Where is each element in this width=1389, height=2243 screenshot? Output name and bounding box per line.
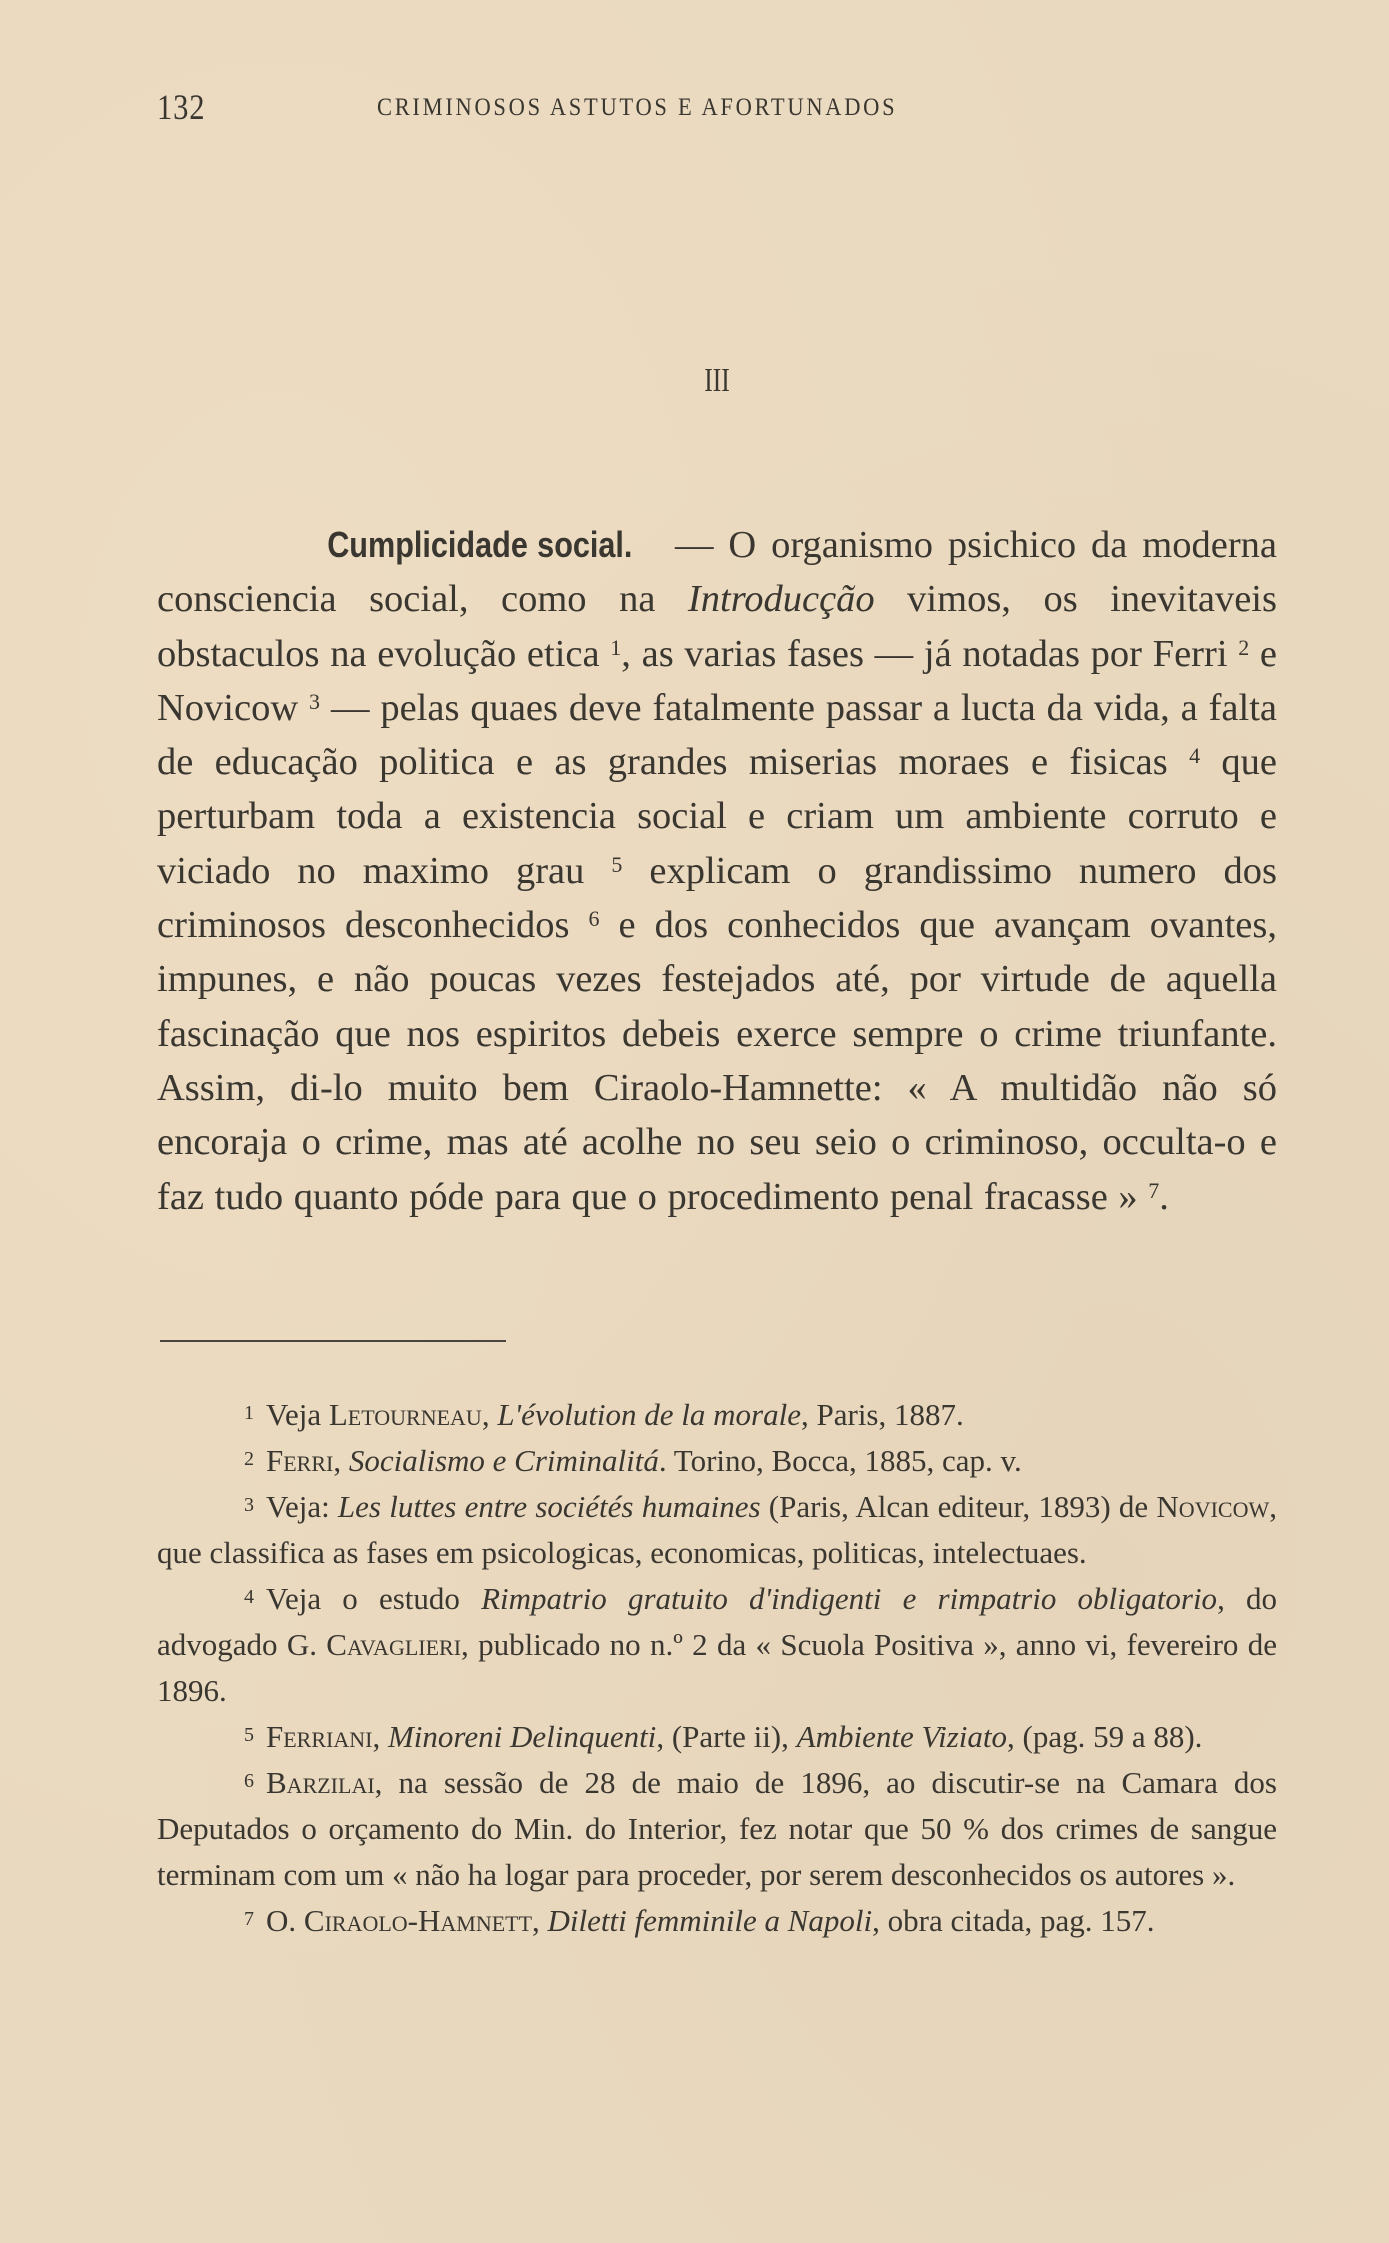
body-paragraph (157, 518, 1277, 1224)
footnote-number: 6 (244, 1770, 254, 1792)
footnote-number: 3 (244, 1494, 254, 1516)
footnote-1 (157, 1392, 1277, 1438)
footnote-author: Novicow (1156, 1489, 1270, 1524)
footnote-7 (157, 1898, 1277, 1944)
footnote-title-italic: Diletti femminile a Napoli (547, 1903, 873, 1938)
body-text-segment: e Novicow (157, 632, 1278, 729)
footnote-5 (157, 1714, 1277, 1760)
footnote-text: (Paris, Alcan editeur, 1893) de (760, 1489, 1157, 1524)
footnote-text: , (532, 1903, 548, 1938)
footnote-author: Ferri (266, 1443, 334, 1478)
footnote-author: Letourneau (328, 1397, 482, 1432)
footnote-text: , (333, 1443, 349, 1478)
footnote-title-italic: Socialismo e Criminalitá (348, 1443, 659, 1478)
footnote-text: , publicado no n.º 2 da « Scuola Positiva », anno vi, fevereiro de 1896. (157, 1627, 1277, 1708)
footnote-ref[interactable]: 1 (610, 634, 622, 660)
footnote-title-italic: Minoreni Delinquenti (387, 1719, 657, 1754)
footnote-number: 2 (244, 1448, 254, 1470)
footnote-text: , (pag. 59 a 88). (1007, 1719, 1203, 1754)
footnote-text: , (372, 1719, 388, 1754)
footnote-author: Cavaglieri (326, 1627, 462, 1662)
footnote-ref[interactable]: 7 (1148, 1177, 1160, 1203)
footnote-text: , obra citada, pag. 157. (872, 1903, 1155, 1938)
body-text-segment: que perturbam toda a existencia social e criam um ambiente corruto e viciado no maximo grau (157, 741, 1277, 892)
footnote-number: 1 (244, 1402, 254, 1424)
footnote-author: Ferriani (266, 1719, 373, 1754)
footnote-text: , na sessão de 28 de maio de 1896, ao discutir-se na Camara dos Deputados o orçamento do Min. do Interior, fez notar que 50 % dos crimes de sangue terminam com um « não ha logar para proceder, por serem desconhecidos os autores ». (157, 1765, 1277, 1892)
footnote-title-italic: Ambiente Viziato (796, 1719, 1007, 1754)
footnote-text: Veja o estudo (266, 1581, 482, 1616)
footnote-text: , Paris, 1887. (801, 1397, 964, 1432)
footnote-text: , do advogado G. (157, 1581, 1277, 1662)
footnote-title-italic: Les luttes entre sociétés humaines (337, 1489, 761, 1524)
footnote-title-italic: L'évolution de la morale (497, 1397, 801, 1432)
footnote-text: Veja (266, 1397, 329, 1432)
footnote-title-italic: Rimpatrio gratuito d'indigenti e rimpatrio obligatorio (481, 1581, 1218, 1616)
page-number: 132 (157, 87, 206, 127)
footnote-4 (157, 1576, 1277, 1714)
footnote-number: 4 (244, 1586, 254, 1608)
footnote-author: Barzilai (266, 1765, 375, 1800)
footnote-number: 7 (244, 1908, 254, 1930)
body-text-segment: vimos, os inevitaveis obstaculos na evolução etica (157, 578, 1277, 675)
footnotes (157, 1392, 1277, 1944)
running-title: CRIMINOSOS ASTUTOS E AFORTUNADOS (377, 94, 898, 121)
footnote-text: , (Parte ii), (656, 1719, 797, 1754)
footnote-text: , que classifica as fases em psicologicas, economicas, politicas, intelectuaes. (157, 1489, 1277, 1570)
body-text-segment: — O organismo psichico da moderna consciencia social, como na (157, 524, 1277, 621)
footnote-text: . Torino, Bocca, 1885, cap. v. (658, 1443, 1022, 1478)
running-head (157, 86, 1277, 136)
footnote-3 (157, 1484, 1277, 1576)
body-text-segment: , as varias fases — já notadas por Ferri (621, 632, 1239, 675)
footnote-ref[interactable]: 5 (611, 851, 623, 877)
body-text-segment: explicam o grandissimo numero dos criminosos desconhecidos (157, 849, 1278, 947)
footnote-ref[interactable]: 6 (588, 906, 600, 932)
footnote-divider (160, 1340, 506, 1342)
footnote-author: Ciraolo-Hamnett (303, 1903, 533, 1938)
italic-term: Introducção (687, 578, 875, 621)
footnote-text: O. (266, 1903, 304, 1938)
footnote-text: , (481, 1397, 498, 1432)
body-text-segment: — pelas quaes deve fatalmente passar a lucta da vida, a falta de educação politica e as grandes miserias moraes e fisicas (157, 686, 1277, 784)
footnote-ref[interactable]: 2 (1238, 634, 1250, 660)
footnote-text: Veja: (266, 1489, 338, 1524)
footnote-ref[interactable]: 3 (309, 688, 321, 714)
paragraph-1 (157, 518, 1277, 1224)
body-text-segment: e dos conhecidos que avançam ovantes, impunes, e não poucas vezes festejados até, por virtude de aquella fascinação que nos espiritos debeis exerce sempre o crime triunfante. Assim, di-lo muito bem Ciraolo-Hamnette: « A multidão não só encoraja o crime, mas até acolhe no seu seio o criminoso, occulta-o e faz tudo quanto póde para que o procedimento penal fracasse » (157, 904, 1277, 1218)
section-number: III (704, 362, 730, 399)
body-text-segment: . (1159, 1175, 1169, 1218)
footnote-ref[interactable]: 4 (1189, 743, 1201, 769)
footnote-number: 5 (244, 1724, 254, 1746)
section-lead-heading: Cumplicidade social. (327, 524, 633, 565)
footnote-6 (157, 1760, 1277, 1898)
footnote-2 (157, 1438, 1277, 1484)
